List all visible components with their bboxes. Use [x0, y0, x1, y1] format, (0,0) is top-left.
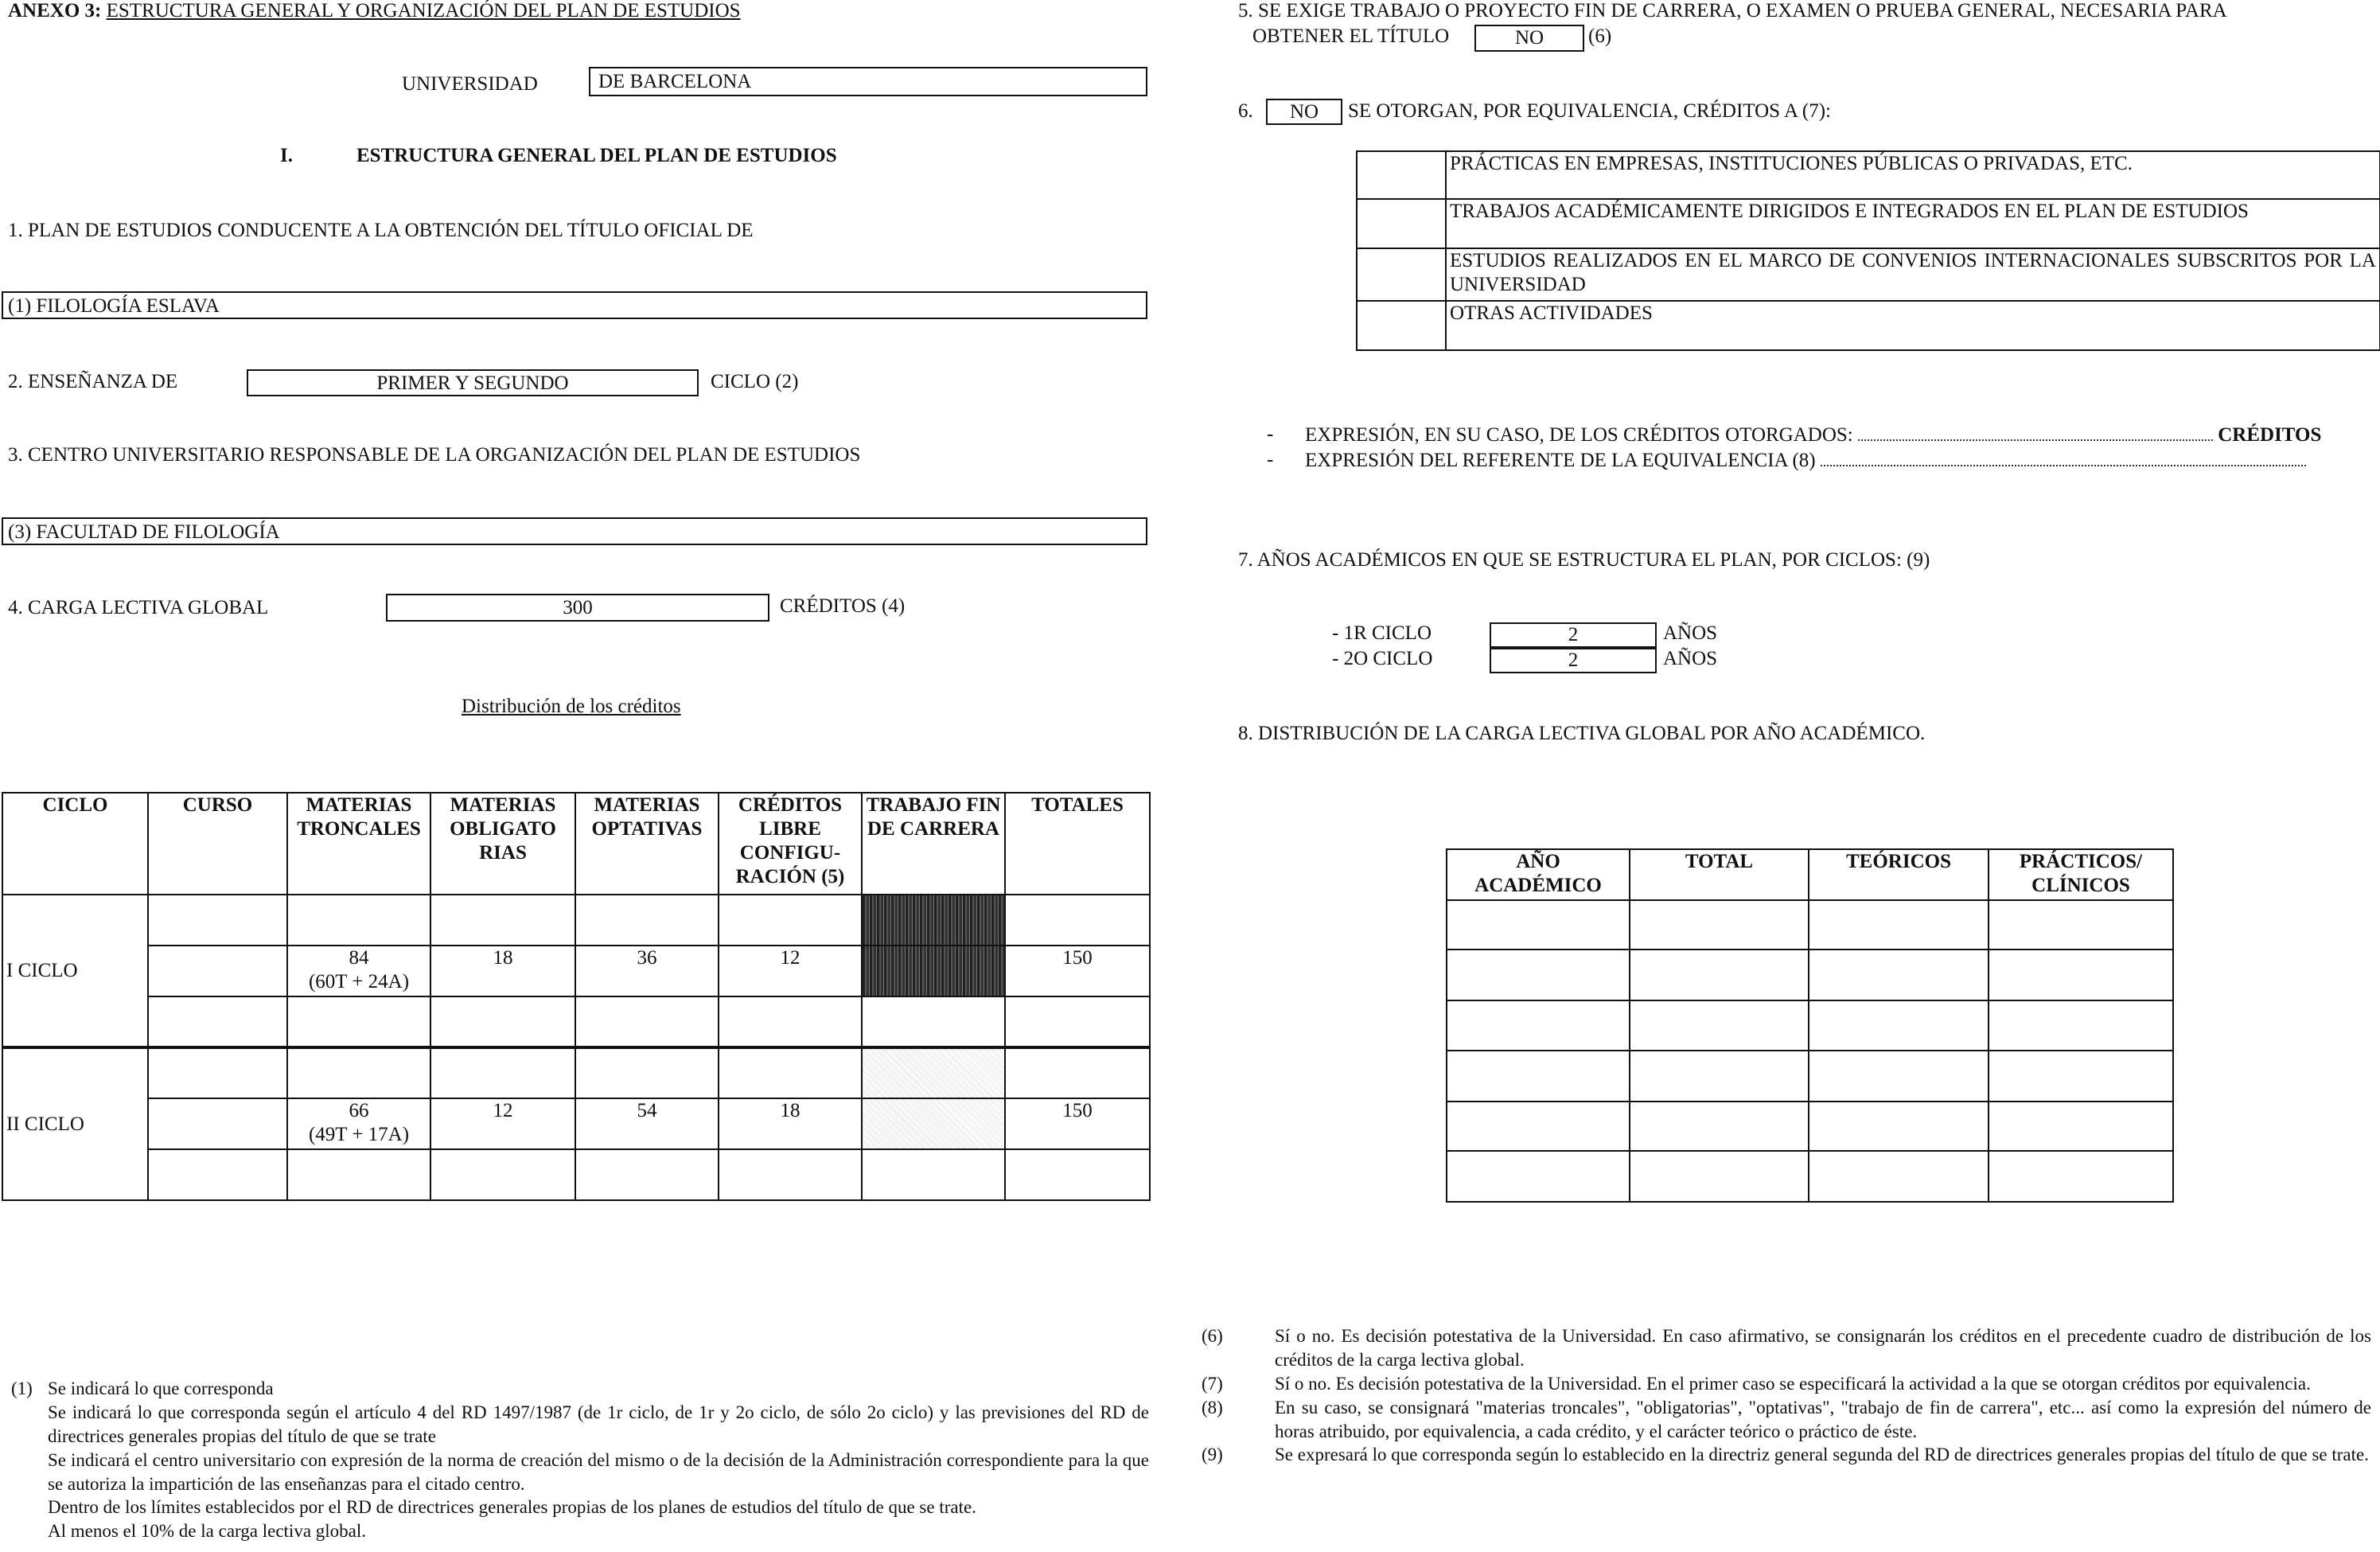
item2-value: PRIMER Y SEGUNDO [376, 372, 569, 394]
shaded-cell [862, 1047, 1005, 1098]
empty-cell [1630, 1051, 1809, 1102]
table-row [2, 1149, 1150, 1200]
shaded-cell [862, 895, 1005, 946]
table-row [1357, 301, 2380, 350]
credits-header-row [2, 793, 1150, 895]
table-row [2, 996, 1150, 1047]
checkbox-cell[interactable] [1357, 248, 1446, 301]
item7-text: 7. AÑOS ACADÉMICOS EN QUE SE ESTRUCTURA EL PLAN, POR CICLOS: (9) [1238, 549, 1930, 571]
troncales-value: 66 [349, 1100, 369, 1121]
libre-cell: 18 [719, 1098, 862, 1149]
equivalence-option: ESTUDIOS REALIZADOS EN EL MARCO DE CONVENIOS INTERNACIONALES SUBSCRITOS POR LA UNIVERSIDAD [1446, 248, 2380, 301]
table-row [1447, 1000, 2173, 1051]
table-row [2, 1047, 1150, 1098]
empty-cell [1989, 1151, 2173, 1202]
empty-cell [148, 1047, 287, 1098]
troncales-detail: (60T + 24A) [308, 971, 410, 992]
annex-heading [8, 0, 741, 23]
footnote: (6) Sí o no. Es decisión potestativa de la Universidad. En caso afirmativo, se consignarán los créditos en el precedente cuadro de distribución de los créditos de la carga lectiva global. [1202, 1326, 2371, 1370]
empty-cell [719, 996, 862, 1047]
col-practicos: PRÁCTICOS/ CLÍNICOS [1989, 849, 2173, 900]
item5-line1: 5. SE EXIGE TRABAJO O PROYECTO FIN DE CARRERA, O EXAMEN O PRUEBA GENERAL, NECESARIA PARA [1238, 0, 2227, 21]
empty-cell [1447, 900, 1630, 950]
item4-label: 4. CARGA LECTIVA GLOBAL [8, 597, 269, 618]
empty-cell [1447, 950, 1630, 1000]
table-row [1447, 900, 2173, 950]
empty-cell [1989, 1000, 2173, 1051]
item1-field [2, 291, 1147, 319]
empty-cell [148, 1149, 287, 1200]
troncales-detail: (49T + 17A) [308, 1124, 410, 1145]
col-optativas: MATERIAS OPTATIVAS [575, 793, 719, 895]
expr-ref-line [1305, 449, 2355, 473]
footnote: (9) Se expresará lo que corresponda según lo establecido en la directriz general segunda del RD de directrices generales propias del título de que se trate. [1202, 1445, 2369, 1465]
empty-cell [430, 1149, 575, 1200]
empty-cell [575, 1149, 719, 1200]
empty-cell [1809, 950, 1989, 1000]
item3-value: (3) FACULTAD DE FILOLOGÍA [8, 521, 280, 543]
col-total: TOTAL [1630, 849, 1809, 900]
university-label: UNIVERSIDAD [402, 73, 538, 95]
empty-cell [1630, 950, 1809, 1000]
shaded-cell [862, 946, 1005, 996]
empty-cell [287, 1047, 430, 1098]
item5-field [1474, 25, 1584, 52]
empty-cell [1630, 1000, 1809, 1051]
empty-cell [1809, 1051, 1989, 1102]
col-totales: TOTALES [1005, 793, 1150, 895]
empty-cell [1005, 1047, 1150, 1098]
optativas-cell: 36 [575, 946, 719, 996]
item3-field [2, 517, 1147, 545]
ciclo-cell: II CICLO [2, 1047, 148, 1200]
empty-cell [1809, 1000, 1989, 1051]
distribution-title: Distribución de los créditos [462, 696, 681, 717]
totales-cell: 150 [1005, 1098, 1150, 1149]
item5-suffix: (6) [1588, 25, 1612, 47]
expr-ref-label: EXPRESIÓN DEL REFERENTE DE LA EQUIVALENCIA (8) [1305, 450, 1816, 471]
libre-cell: 12 [719, 946, 862, 996]
university-field [589, 67, 1147, 96]
empty-cell [430, 1047, 575, 1098]
empty-cell [1989, 950, 2173, 1000]
troncales-value: 84 [349, 947, 369, 969]
empty-cell [148, 946, 287, 996]
empty-cell [1989, 1102, 2173, 1151]
col-libre: CRÉDITOS LIBRE CONFIGU- RACIÓN (5) [719, 793, 862, 895]
item1-value: (1) FILOLOGÍA ESLAVA [8, 295, 220, 317]
empty-cell [1989, 900, 2173, 950]
notes-right [1202, 1324, 2371, 1467]
empty-cell [719, 895, 862, 946]
item3-text: 3. CENTRO UNIVERSITARIO RESPONSABLE DE LA ORGANIZACIÓN DEL PLAN DE ESTUDIOS [8, 444, 861, 466]
cycle1-field [1490, 622, 1657, 648]
notes-left [11, 1377, 1149, 1543]
troncales-cell [287, 1098, 430, 1149]
footnote: Se indicará el centro universitario con expresión de la norma de creación del mismo o de la decisión de la Administración correspondiente para la que se autoriza la impartición de las enseñanzas para el citado centro. [48, 1449, 1149, 1494]
equivalence-option: PRÁCTICAS EN EMPRESAS, INSTITUCIONES PÚBLICAS O PRIVADAS, ETC. [1446, 151, 2380, 199]
obligatorias-cell: 12 [430, 1098, 575, 1149]
equivalence-table [1356, 150, 2380, 351]
dotted-leader [1858, 423, 2213, 441]
university-value: DE BARCELONA [598, 71, 752, 92]
annex-label: ANEXO 3: [8, 0, 102, 21]
empty-cell [430, 895, 575, 946]
section-number: I. [280, 145, 293, 166]
footnote: (1) Se indicará lo que corresponda [11, 1378, 274, 1398]
cycle2-label: - 2O CICLO [1332, 648, 1433, 669]
col-teoricos: TEÓRICOS [1809, 849, 1989, 900]
footnote: Se indicará lo que corresponda según el artículo 4 del RD 1497/1987 (de 1r ciclo, de 1r y 2o ciclo, de sólo 2o ciclo) y las previsiones del RD de directrices generales propias del título de que se trate [48, 1402, 1149, 1446]
empty-cell [1447, 1000, 1630, 1051]
empty-cell [287, 1149, 430, 1200]
annual-header-row [1447, 849, 2173, 900]
equivalence-option: OTRAS ACTIVIDADES [1446, 301, 2380, 350]
cycle1-unit: AÑOS [1663, 622, 1718, 644]
empty-cell [862, 996, 1005, 1047]
empty-cell [575, 895, 719, 946]
item4-field [386, 594, 769, 622]
col-ciclo: CICLO [2, 793, 148, 895]
col-trabajo: TRABAJO FIN DE CARRERA [862, 793, 1005, 895]
empty-cell [719, 1149, 862, 1200]
empty-cell [1005, 895, 1150, 946]
item1-text: 1. PLAN DE ESTUDIOS CONDUCENTE A LA OBTENCIÓN DEL TÍTULO OFICIAL DE [8, 220, 754, 241]
empty-cell [1809, 1151, 1989, 1202]
totales-cell: 150 [1005, 946, 1150, 996]
col-obligatorias: MATERIAS OBLIGATO RIAS [430, 793, 575, 895]
item2-suffix: CICLO (2) [711, 371, 799, 392]
empty-cell [1809, 900, 1989, 950]
dash-bullet: - [1267, 423, 1274, 445]
empty-cell [1630, 900, 1809, 950]
empty-cell [1005, 996, 1150, 1047]
dotted-leader [1821, 449, 2306, 466]
item6-value: NO [1289, 101, 1319, 123]
troncales-cell [287, 946, 430, 996]
table-row [1357, 199, 2380, 248]
checkbox-cell[interactable] [1357, 199, 1446, 248]
empty-cell [1447, 1102, 1630, 1151]
checkbox-cell[interactable] [1357, 151, 1446, 199]
expr-credits-suffix: CRÉDITOS [2218, 424, 2322, 446]
item4-value: 300 [563, 597, 593, 618]
expr-credits-label: EXPRESIÓN, EN SU CASO, DE LOS CRÉDITOS OTORGADOS: [1305, 424, 1853, 446]
empty-cell [287, 996, 430, 1047]
annex-title: ESTRUCTURA GENERAL Y ORGANIZACIÓN DEL PLAN DE ESTUDIOS [106, 0, 741, 21]
empty-cell [287, 895, 430, 946]
item4-suffix: CRÉDITOS (4) [780, 595, 906, 617]
cycle1-value: 2 [1568, 624, 1579, 645]
annual-load-table [1446, 848, 2174, 1203]
footnote: Dentro de los límites establecidos por el RD de directrices generales propias de los planes de estudios del título de que se trate. [48, 1497, 976, 1518]
item8-text: 8. DISTRIBUCIÓN DE LA CARGA LECTIVA GLOBAL POR AÑO ACADÉMICO. [1238, 723, 1926, 744]
table-row [2, 895, 1150, 946]
cycle2-value: 2 [1568, 649, 1579, 671]
empty-cell [148, 895, 287, 946]
empty-cell [1630, 1151, 1809, 1202]
table-row [1447, 1051, 2173, 1102]
obligatorias-cell: 18 [430, 946, 575, 996]
footnote: Al menos el 10% de la carga lectiva global. [48, 1521, 367, 1542]
empty-cell [575, 1047, 719, 1098]
item6-field [1266, 99, 1342, 125]
item5-value: NO [1514, 27, 1544, 49]
empty-cell [1989, 1051, 2173, 1102]
empty-cell [1005, 1149, 1150, 1200]
item6-text: SE OTORGAN, POR EQUIVALENCIA, CRÉDITOS A (7): [1348, 100, 1831, 122]
credits-table [2, 792, 1151, 1201]
equivalence-option: TRABAJOS ACADÉMICAMENTE DIRIGIDOS E INTEGRADOS EN EL PLAN DE ESTUDIOS [1446, 199, 2380, 248]
empty-cell [862, 1149, 1005, 1200]
shaded-cell [862, 1098, 1005, 1149]
ciclo-cell: I CICLO [2, 895, 148, 1047]
item2-label: 2. ENSEÑANZA DE [8, 371, 178, 392]
dash-bullet: - [1267, 449, 1274, 470]
empty-cell [1809, 1102, 1989, 1151]
empty-cell [1447, 1051, 1630, 1102]
empty-cell [148, 996, 287, 1047]
cycle2-field [1490, 648, 1657, 673]
col-curso: CURSO [148, 793, 287, 895]
expr-credits-line [1305, 423, 2355, 447]
table-row [1447, 1102, 2173, 1151]
table-row [2, 946, 1150, 996]
table-row [1447, 950, 2173, 1000]
empty-cell [1630, 1102, 1809, 1151]
footnote: (8) En su caso, se consignará "materias troncales", "obligatorias", "optativas", "trabajo de fin de carrera", etc... así como la expresión del número de horas atribuido, por equivalencia, a cada crédito, y el carácter teórico o práctico de éste. [1202, 1397, 2371, 1441]
table-row [1357, 151, 2380, 199]
table-row [1357, 248, 2380, 301]
section-title: ESTRUCTURA GENERAL DEL PLAN DE ESTUDIOS [356, 145, 837, 166]
footnote: (7) Sí o no. Es decisión potestativa de la Universidad. En el primer caso se especificará la actividad a la que se otorgan créditos por equivalencia. [1202, 1373, 2311, 1394]
col-ano: AÑO ACADÉMICO [1447, 849, 1630, 900]
empty-cell [148, 1098, 287, 1149]
empty-cell [719, 1047, 862, 1098]
item6-number: 6. [1238, 100, 1253, 122]
item2-field [247, 369, 699, 396]
table-row [2, 1098, 1150, 1149]
optativas-cell: 54 [575, 1098, 719, 1149]
item5-line2: OBTENER EL TÍTULO [1252, 25, 1450, 47]
table-row [1447, 1151, 2173, 1202]
empty-cell [430, 996, 575, 1047]
empty-cell [575, 996, 719, 1047]
cycle2-unit: AÑOS [1663, 648, 1718, 669]
col-troncales: MATERIAS TRONCALES [287, 793, 430, 895]
cycle1-label: - 1R CICLO [1332, 622, 1432, 644]
checkbox-cell[interactable] [1357, 301, 1446, 350]
empty-cell [1447, 1151, 1630, 1202]
